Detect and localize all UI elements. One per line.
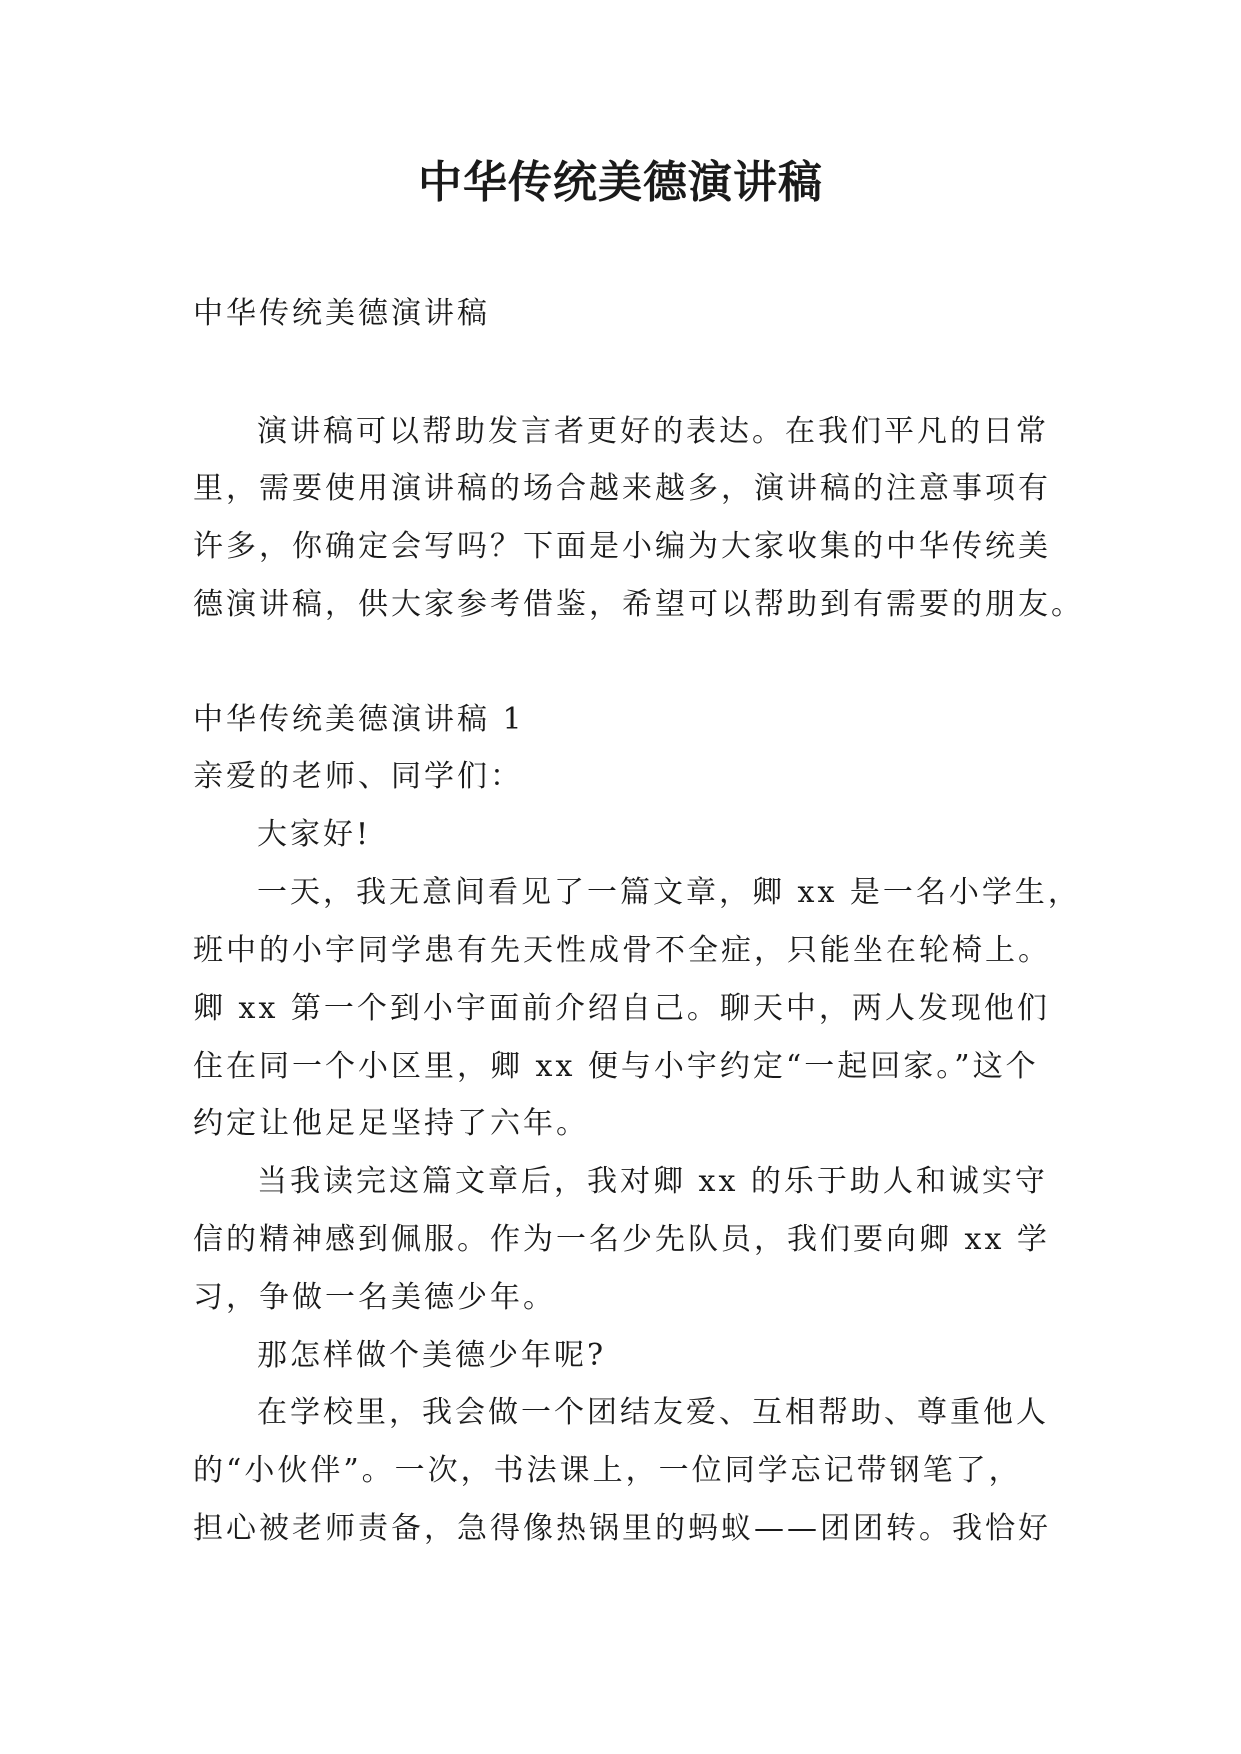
body-line: 信的精神感到佩服。作为一名少先队员，我们要向卿 xx 学 bbox=[193, 1222, 1050, 1257]
intro-line: 许多，你确定会写吗？下面是小编为大家收集的中华传统美 bbox=[193, 529, 1051, 564]
intro-line: 演讲稿可以帮助发言者更好的表达。在我们平凡的日常 bbox=[257, 414, 1049, 449]
greeting-line: 大家好! bbox=[257, 817, 372, 852]
body-line: 一天，我无意间看见了一篇文章，卿 xx 是一名小学生， bbox=[257, 875, 1081, 910]
document-title: 中华传统美德演讲稿 bbox=[418, 157, 823, 208]
body-line: 当我读完这篇文章后，我对卿 xx 的乐于助人和诚实守 bbox=[257, 1164, 1048, 1199]
body-line: 的“小伙伴”。一次，书法课上，一位同学忘记带钢笔了， bbox=[193, 1453, 1022, 1488]
body-line: 住在同一个小区里，卿 xx 便与小宇约定“一起回家。”这个 bbox=[193, 1049, 1039, 1084]
body-line: 习，争做一名美德少年。 bbox=[193, 1280, 556, 1315]
subtitle-line: 中华传统美德演讲稿 bbox=[193, 296, 490, 331]
salutation-line: 亲爱的老师、同学们： bbox=[193, 759, 523, 794]
body-line: 担心被老师责备，急得像热锅里的蚂蚁——团团转。我恰好 bbox=[193, 1511, 1051, 1546]
body-line: 在学校里，我会做一个团结友爱、互相帮助、尊重他人 bbox=[257, 1395, 1049, 1430]
body-line: 班中的小宇同学患有先天性成骨不全症，只能坐在轮椅上。 bbox=[193, 933, 1051, 968]
body-line: 卿 xx 第一个到小宇面前介绍自己。聊天中，两人发现他们 bbox=[193, 991, 1050, 1026]
intro-line: 德演讲稿，供大家参考借鉴，希望可以帮助到有需要的朋友。 bbox=[193, 587, 1084, 622]
section-heading: 中华传统美德演讲稿 1 bbox=[193, 702, 525, 737]
body-line: 那怎样做个美德少年呢? bbox=[257, 1338, 607, 1373]
intro-line: 里，需要使用演讲稿的场合越来越多，演讲稿的注意事项有 bbox=[193, 471, 1051, 506]
body-line: 约定让他足足坚持了六年。 bbox=[193, 1106, 589, 1141]
